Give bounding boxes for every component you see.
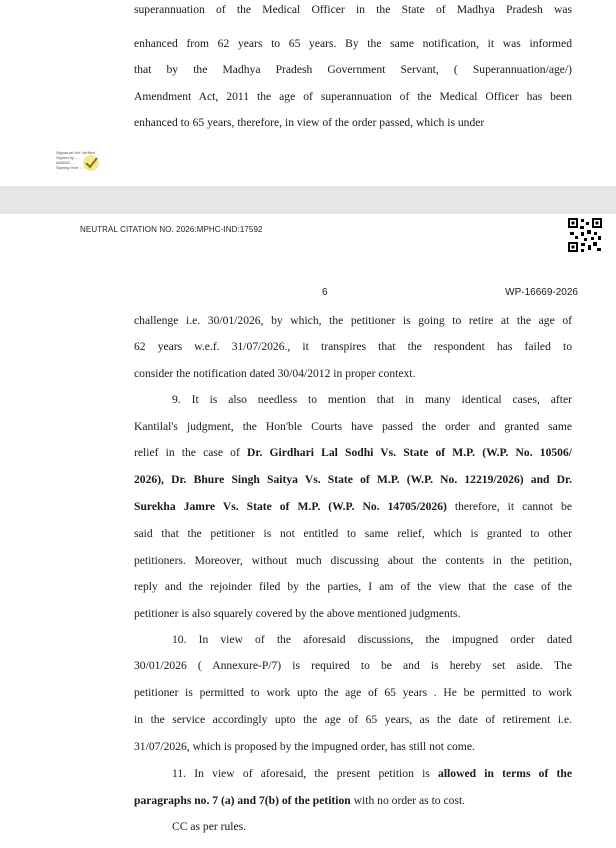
case-number: WP-16669-2026	[505, 287, 578, 298]
paragraph-10-start: 10. In view of the aforesaid discussions, the impugned order dated	[172, 633, 572, 646]
neutral-citation: NEUTRAL CITATION NO. 2026:MPHC-IND:17592	[80, 225, 263, 234]
signature-stamp	[56, 150, 112, 180]
page-number: 6	[322, 287, 328, 298]
text-line: relief in the case of Dr. Girdhari Lal Sodhi Vs. State of M.P. (W.P. No. 10506/	[134, 446, 572, 459]
text-line: 2026), Dr. Bhure Singh Saitya Vs. State of M.P. (W.P. No. 12219/2026) and Dr.	[134, 473, 572, 486]
text-line: in the service accordingly upto the age of 65 years, as the date of retirement i.e.	[134, 713, 572, 726]
text-line: paragraphs no. 7 (a) and 7(b) of the petition with no order as to cost.	[134, 794, 466, 807]
text-line: that by the Madhya Pradesh Government Servant, ( Superannuation/age/)	[134, 63, 572, 76]
text-line: Amendment Act, 2011 the age of superannuation of the Medical Officer has been	[134, 90, 572, 103]
text-line: Kantilal's judgment, the Hon'ble Courts have passed the order and granted same	[134, 420, 572, 433]
signature-check-icon	[80, 152, 102, 174]
text-line: petitioners. Moreover, without much discussing about the contents in the petition,	[134, 554, 572, 567]
paragraph-11-start: 11. In view of aforesaid, the present petition is allowed in terms of the	[172, 767, 572, 780]
signature-stamp-text: Signature Not Verified Signed by: ... ANAND ... Signing time: ... ...	[56, 150, 95, 175]
text-line: reply and the rejoinder filed by the parties, I am of the view that the case of the	[134, 580, 572, 593]
text-line: enhanced to 65 years, therefore, in view of the order passed, which is under	[134, 116, 485, 129]
text-line: 30/01/2026 ( Annexure-P/7) is required to be and is hereby set aside. The	[134, 659, 572, 672]
text-line: consider the notification dated 30/04/2012 in proper context.	[134, 367, 416, 380]
text-line: challenge i.e. 30/01/2026, by which, the petitioner is going to retire at the age of	[134, 314, 572, 327]
cc-note: CC as per rules.	[172, 820, 247, 833]
text-line: Surekha Jamre Vs. State of M.P. (W.P. No. 14705/2026) therefore, it cannot be	[134, 500, 572, 513]
text-line: said that the petitioner is not entitled to same relief, which is granted to other	[134, 527, 572, 540]
page-separator	[0, 186, 616, 214]
text-line: petitioner is also squarely covered by the above mentioned judgments.	[134, 607, 461, 620]
text-line: 62 years w.e.f. 31/07/2026., it transpires that the respondent has failed to	[134, 340, 572, 353]
text-line: petitioner is permitted to work upto the age of 65 years . He be permitted to work	[134, 686, 572, 699]
qr-code-icon	[567, 217, 603, 253]
text-line: superannuation of the Medical Officer in the State of Madhya Pradesh was	[134, 3, 572, 16]
page-5-bottom	[0, 0, 616, 186]
paragraph-9-start: 9. It is also needless to mention that in many identical cases, after	[172, 393, 572, 406]
text-line: 31/07/2026, which is proposed by the impugned order, has still not come.	[134, 740, 475, 753]
text-line: enhanced from 62 years to 65 years. By the same notification, it was informed	[134, 37, 572, 50]
